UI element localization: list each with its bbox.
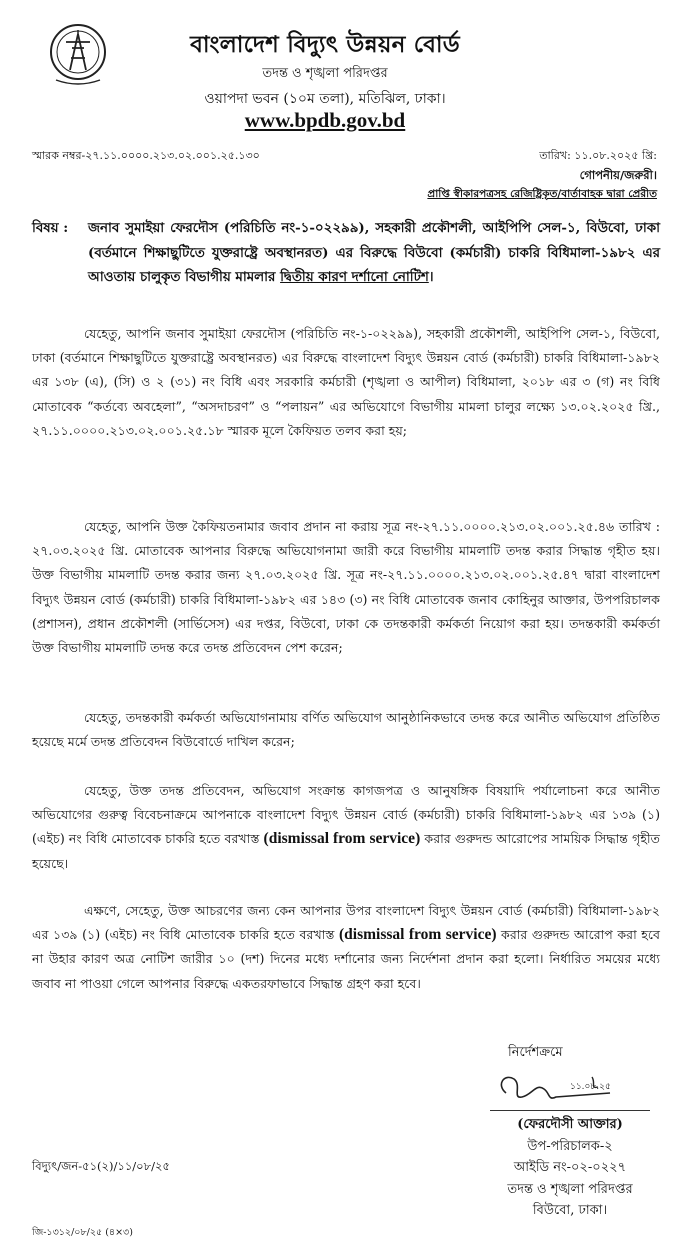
signatory-department: তদন্ত ও শৃঙ্খলা পরিদপ্তর (507, 1182, 633, 1197)
subject-text (88, 216, 660, 290)
delivery-mode: প্রাপ্তি স্বীকারপত্রসহ রেজিষ্ট্রিকৃত/বার্তাবাহক দ্বারা প্রেরীত (427, 188, 657, 200)
signature-date: ১১.০৮.২৫ (570, 1082, 611, 1092)
signatory-office: বিউবো, ঢাকা। (532, 1203, 608, 1218)
file-reference: বিদ্যুৎ/জন-৫১(২)/১১/০৮/২৫ (32, 1159, 170, 1173)
bpdb-logo-icon (48, 22, 108, 88)
paragraph-4 (32, 779, 660, 876)
subject-label: বিষয় : (32, 220, 69, 236)
subject-block (32, 216, 660, 290)
paragraph-4-text-a: যেহেতু, উক্ত তদন্ত প্রতিবেদন, অভিযোগ সংক্রান্ত কাগজপত্র ও আনুষঙ্গিক বিষয়াদি পর্যালোচনা করে আনীত অভিযোগের গুরুত্ব বিবেচনাক্রমে আপনাকে বাংলাদেশ বিদ্যুৎ উন্নয়ন বোর্ড (কর্মচারী) চাকরি বিধিমালা-১৯৮২ এর ১৩৯ (১) (এইচ) নং বিধি মোতাবেক চাকরি হতে বরখাস্ত (32, 783, 660, 847)
confidentiality-label: গোপনীয়/জরুরী। (579, 168, 657, 182)
paragraph-2: যেহেতু, আপনি উক্ত কৈফিয়তনামার জবাব প্রদান না করায় সূত্র নং-২৭.১১.০০০০.২১৩.০২.০০১.২৫.৪৬ তারিখ : ২৭.০৩.২০২৫ খ্রি. মোতাবেক আপনার বিরুদ্ধে অভিযোগনামা জারী করে বিভাগীয় মামলাটি তদন্ত করার সিদ্ধান্ত গৃহীত হয়। উক্ত বিভাগীয় মামলাটি তদন্ত করার জন্য ২৭.০৩.২০২৫ খ্রি. সূত্র নং-২৭.১১.০০০০.২১৩.০২.০০১.২৫.৪৭ দ্বারা বাংলাদেশ বিদ্যুৎ উন্নয়ন বোর্ড (কর্মচারী) চাকরি বিধিমালা-১৯৮২ এর ১৪৩ (৩) নং বিধি মোতাবেক জনাব কোহিনুর আক্তার, উপপরিচালক (প্রশাসন), প্রধান প্রকৌশলী (সার্ভিসেস) এর দপ্তর, বিউবো, ঢাকা কে তদন্তকারী কর্মকর্তা নিয়োগ করা হয়। তদন্তকারী কর্মকর্তা উক্ত বিভাগীয় মামলাটি তদন্ত করে তদন্ত প্রতিবেদন পেশ করেন; (32, 519, 660, 656)
signatory-designation: উপ-পরিচালক-২ (527, 1139, 613, 1154)
subject-end: । (428, 269, 434, 286)
signature-line (490, 1110, 650, 1111)
by-order-label: নির্দেশক্রমে (508, 1045, 563, 1060)
signatory-id: আইডি নং-০২-০২২৭ (513, 1160, 627, 1175)
memo-number: স্মারক নম্বর-২৭.১১.০০০০.২১৩.০২.০০১.২৫.১৩০ (32, 149, 260, 162)
handwritten-signature (492, 1063, 642, 1111)
organization-name: বাংলাদেশ বিদ্যুৎ উন্নয়ন বোর্ড (190, 31, 460, 58)
paragraph-1: যেহেতু, আপনি জনাব সুমাইয়া ফেরদৌস (পরিচিতি নং-১-০২২৯৯), সহকারী প্রকৌশলী, আইপিপি সেল-১, বিউবো, ঢাকা (বর্তমানে শিক্ষাছুটিতে যুক্তরাষ্ট্রে অবস্থানরত) এর বিরুদ্ধে বাংলাদেশ বিদ্যুৎ উন্নয়ন বোর্ড (কর্মচারী) চাকরি বিধিমালা-১৯৮২ এর ১৩৮ (এ), (সি) ও ২ (৩১) নং বিধি এবং সরকারি কর্মচারী (শৃঙ্খলা ও আপীল) বিধিমালা, ২০১৮ এর ৩ (গ) নং বিধি মোতাবেক “কর্তব্যে অবহেলা”, “অসদাচরণ” ও “পলায়ন” এর অভিযোগে বিভাগীয় মামলা চালুর লক্ষ্যে ১৩.০২.২০২৫ খ্রি., ২৭.১১.০০০০.২১৩.০২.০০১.২৫.১৮ স্মারক মূলে কৈফিয়ত তলব করা হয়; (32, 326, 660, 438)
paragraph-5-text-b: করার গুরুদন্ড আরোপ করা হবে না উহার কারণ অত্র নোটিশ জারীর ১০ (দশ) দিনের মধ্যে দর্শানোর জন্য নির্দেশনা প্রদান করা হলো। নির্ধারিত সময়ের মধ্যে জবাব না পাওয়া গেলে আপনার বিরুদ্ধে একতরফাভাবে সিদ্ধান্ত গ্রহণ করা হবে। (32, 927, 660, 991)
department-name: তদন্ত ও শৃঙ্খলা পরিদপ্তর (262, 66, 388, 81)
paragraph-5-text-a: এক্ষণে, সেহেতু, উক্ত আচরণের জন্য কেন আপনার উপর বাংলাদেশ বিদ্যুৎ উন্নয়ন বোর্ড (কর্মচারী) বিধিমালা-১৯৮২ এর ১৩৯ (১) (এইচ) নং বিধি মোতাবেক চাকরি হতে বরখাস্ত (32, 903, 660, 943)
subject-notice-title: দ্বিতীয় কারণ দর্শানো নোটিশ (280, 269, 429, 286)
paragraph-3: যেহেতু, তদন্তকারী কর্মকর্তা অভিযোগনামায় বর্ণিত অভিযোগ আনুষ্ঠানিকভাবে তদন্ত করে আনীত অভিযোগ প্রতিষ্ঠিত হয়েছে মর্মে তদন্ত প্রতিবেদন বিউবোর্ডে দাখিল করেন; (32, 710, 660, 750)
website-link[interactable]: www.bpdb.gov.bd (244, 108, 406, 132)
paragraph-5 (32, 899, 660, 996)
subject-main: জনাব সুমাইয়া ফেরদৌস (পরিচিতি নং-১-০২২৯৯), সহকারী প্রকৌশলী, আইপিপি সেল-১, বিউবো, ঢাকা (বর্তমানে শিক্ষাছুটিতে যুক্তরাষ্ট্রে অবস্থানরত) এর বিরুদ্ধে বিউবো (কর্মচারী) চাকরি বিধিমালা-১৯৮২ এর আওতায় চালুকৃত বিভাগীয় মামলার (88, 220, 660, 286)
paragraph-5-english: (dismissal from service) (339, 926, 497, 944)
office-address: ওয়াপদা ভবন (১০ম তলা), মতিঝিল, ঢাকা। (204, 91, 446, 107)
paragraph-4-english: (dismissal from service) (263, 830, 421, 848)
print-code: জি-১৩১২/০৮/২৫ (৪×৩) (32, 1227, 133, 1238)
signatory-name: (ফেরদৌসী আক্তার) (517, 1117, 623, 1132)
paragraph-4-text-b: করার গুরুদন্ড আরোপের সাময়িক সিদ্ধান্ত গৃহীত হয়েছে। (32, 831, 660, 871)
memo-date: তারিখ: ১১.০৮.২০২৫ খ্রি: (539, 149, 657, 162)
